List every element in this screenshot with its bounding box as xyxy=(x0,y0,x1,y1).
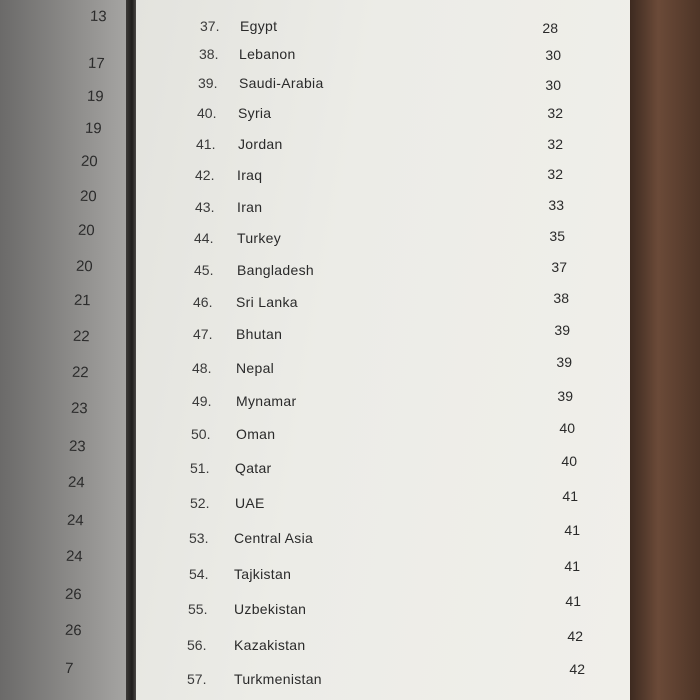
toc-entry-page: 32 xyxy=(547,136,563,152)
toc-entry-page: 41 xyxy=(562,488,578,504)
toc-entry-title: Iraq xyxy=(237,167,263,183)
toc-entry-title: Saudi-Arabia xyxy=(239,75,324,91)
toc-entry-page: 37 xyxy=(551,259,567,275)
toc-entry-number: 48. xyxy=(192,360,212,376)
toc-entry-page: 28 xyxy=(542,20,558,36)
left-page-number: 23 xyxy=(68,437,86,456)
toc-entry-number: 52. xyxy=(190,495,210,511)
toc-entry-title: Bhutan xyxy=(236,326,283,342)
toc-entry-title: Central Asia xyxy=(234,530,314,546)
toc-entry-title: Nepal xyxy=(236,360,275,376)
left-page-number: 17 xyxy=(87,54,105,73)
toc-entry-title: Kazakistan xyxy=(234,637,306,653)
left-page-number: 7 xyxy=(64,659,74,678)
toc-entry-number: 47. xyxy=(193,326,213,342)
toc-entry-number: 51. xyxy=(190,460,210,476)
left-page-number: 24 xyxy=(66,511,84,530)
toc-entry-page: 39 xyxy=(557,388,573,404)
toc-entry-number: 57. xyxy=(187,671,207,687)
left-page-number: 20 xyxy=(80,152,98,171)
toc-entry-page: 40 xyxy=(559,420,575,436)
left-page-number: 21 xyxy=(73,291,91,310)
toc-entry-number: 46. xyxy=(193,294,213,310)
toc-entry-title: Mynamar xyxy=(236,393,297,409)
toc-entry-number: 56. xyxy=(187,637,207,653)
left-page-number: 19 xyxy=(86,87,104,106)
toc-entry-page: 41 xyxy=(564,558,580,574)
left-page-number: 20 xyxy=(75,257,93,276)
toc-entry-page: 32 xyxy=(547,105,563,121)
wooden-surface xyxy=(630,0,700,700)
toc-entry-title: Qatar xyxy=(235,460,272,476)
toc-entry-page: 30 xyxy=(545,47,561,63)
toc-entry-title: Sri Lanka xyxy=(236,294,298,310)
toc-entry-page: 39 xyxy=(554,322,570,338)
toc-entry-number: 50. xyxy=(191,426,211,442)
left-page-number: 26 xyxy=(64,585,82,604)
toc-entry-page: 32 xyxy=(547,166,563,182)
toc-entry-page: 41 xyxy=(565,593,581,609)
toc-entry-number: 40. xyxy=(197,105,217,121)
left-page-number: 26 xyxy=(64,621,82,640)
toc-entry-number: 55. xyxy=(188,601,208,617)
toc-entry-title: Egypt xyxy=(240,18,278,34)
toc-entry-page: 42 xyxy=(567,628,583,644)
toc-entry-page: 35 xyxy=(549,228,565,244)
toc-entry-title: Turkey xyxy=(237,230,282,246)
toc-entry-number: 42. xyxy=(195,167,215,183)
toc-entry-page: 42 xyxy=(569,661,585,677)
toc-entry-number: 43. xyxy=(195,199,215,215)
toc-entry-number: 44. xyxy=(194,230,214,246)
toc-entry-number: 53. xyxy=(189,530,209,546)
toc-entry-title: Uzbekistan xyxy=(234,601,307,617)
toc-entry-title: Jordan xyxy=(238,136,283,152)
left-page-number: 20 xyxy=(77,221,95,240)
toc-entry-title: Tajkistan xyxy=(234,566,292,582)
toc-entry-number: 54. xyxy=(189,566,209,582)
toc-entry-title: Syria xyxy=(238,105,272,121)
left-page-number: 19 xyxy=(84,119,102,138)
toc-entry-page: 41 xyxy=(564,522,580,538)
left-page-number: 13 xyxy=(89,7,107,26)
toc-entry-title: Oman xyxy=(236,426,276,442)
left-page-number: 24 xyxy=(67,473,85,492)
toc-entry-title: Bangladesh xyxy=(237,262,314,278)
toc-entry-page: 40 xyxy=(561,453,577,469)
toc-entry-page: 38 xyxy=(553,290,569,306)
left-page-number: 23 xyxy=(70,399,88,418)
toc-entry-number: 38. xyxy=(199,46,219,62)
toc-entry-number: 39. xyxy=(198,75,218,91)
book-gutter xyxy=(126,0,136,700)
toc-entry-title: Iran xyxy=(237,199,263,215)
toc-entry-number: 45. xyxy=(194,262,214,278)
toc-entry-page: 30 xyxy=(545,77,561,93)
toc-entry-number: 49. xyxy=(192,393,212,409)
toc-entry-title: Turkmenistan xyxy=(234,671,322,687)
toc-entry-number: 41. xyxy=(196,136,216,152)
left-page-number: 20 xyxy=(79,187,97,206)
left-page-number: 22 xyxy=(72,327,90,346)
toc-entry-page: 39 xyxy=(556,354,572,370)
left-page-number: 24 xyxy=(65,547,83,566)
left-page-number: 22 xyxy=(71,363,89,382)
toc-entry-number: 37. xyxy=(200,18,220,34)
toc-entry-title: UAE xyxy=(235,495,265,511)
toc-entry-title: Lebanon xyxy=(239,46,296,62)
toc-entry-page: 33 xyxy=(548,197,564,213)
